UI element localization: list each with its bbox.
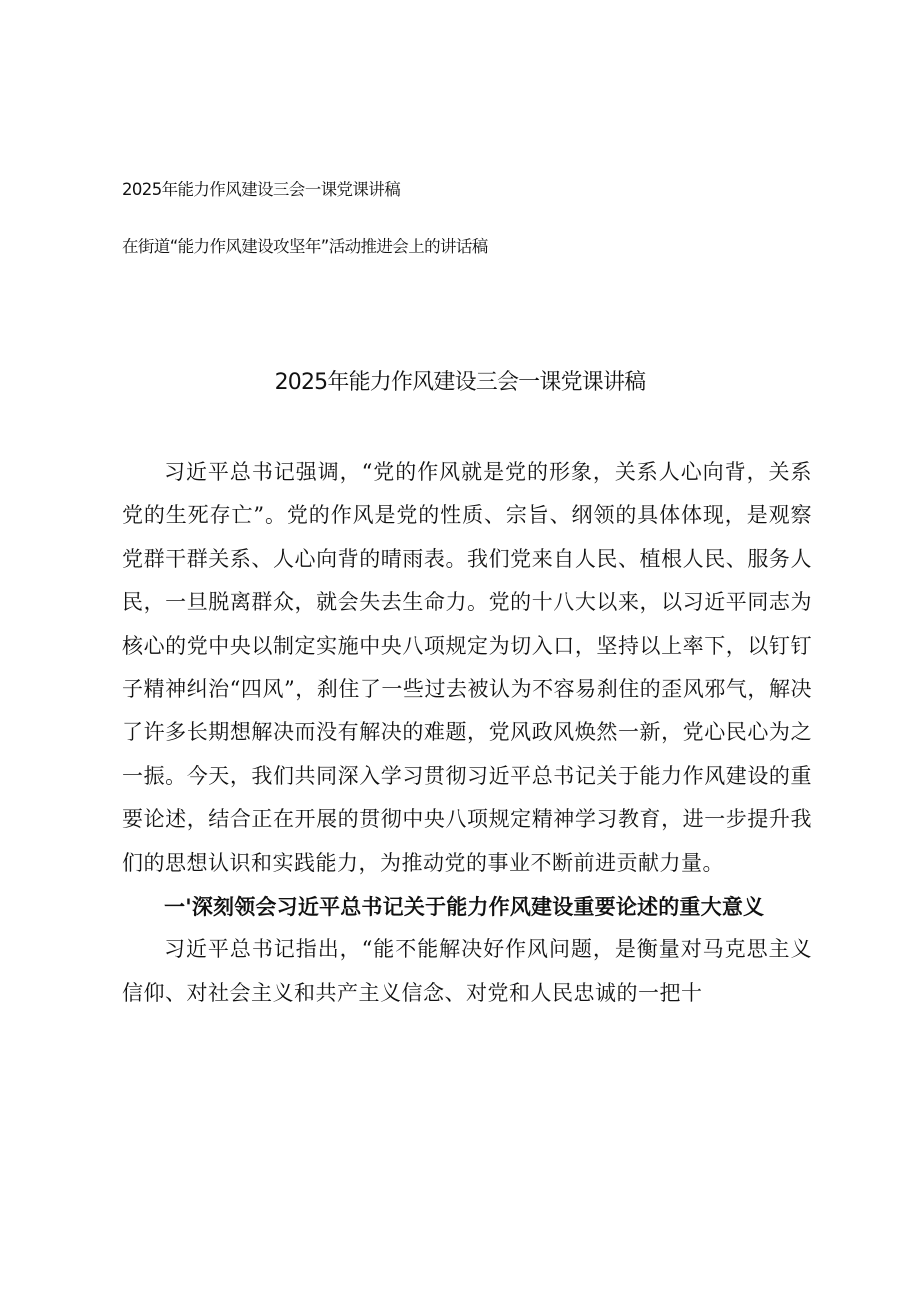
section-heading: 一'深刻领会习近平总书记关于能力作风建设重要论述的重大意义 — [164, 894, 765, 920]
toc-item[interactable]: 在街道“能力作风建设攻坚年”活动推进会上的讲话稿 — [122, 237, 488, 256]
document-body — [122, 451, 812, 1015]
body-paragraph: 习近平总书记强调，“党的作风就是党的形象，关系人心向背，关系党的生死存亡”。党的作风是党的性质、宗旨、纲领的具体体现，是观察党群干群关系、人心向背的晴雨表。我们党来自人民、植根人民、服务人民，一旦脱离群众，就会失去生命力。党的十八大以来，以习近平同志为核心的党中央以制定实施中央八项规定为切入口，坚持以上率下，以钉钉子精神纠治“四风”，刹住了一些过去被认为不容易刹住的歪风邪气，解决了许多长期想解决而没有解决的难题，党风政风焕然一新，党心民心为之一振。今天，我们共同深入学习贯彻习近平总书记关于能力作风建设的重要论述，结合正在开展的贯彻中央八项规定精神学习教育，进一步提升我们的思想认识和实践能力，为推动党的事业不断前进贡献力量。 — [122, 460, 812, 875]
toc-item[interactable]: 2025年能力作风建设三会一课党课讲稿 — [122, 180, 401, 199]
table-of-contents — [122, 176, 488, 261]
body-paragraph: 习近平总书记指出，“能不能解决好作风问题，是衡量对马克思主义信仰、对社会主义和共产主义信念、对党和人民忠诚的一把十 — [122, 937, 812, 1005]
document-title: 2025年能力作风建设三会一课党课讲稿 — [274, 370, 646, 395]
